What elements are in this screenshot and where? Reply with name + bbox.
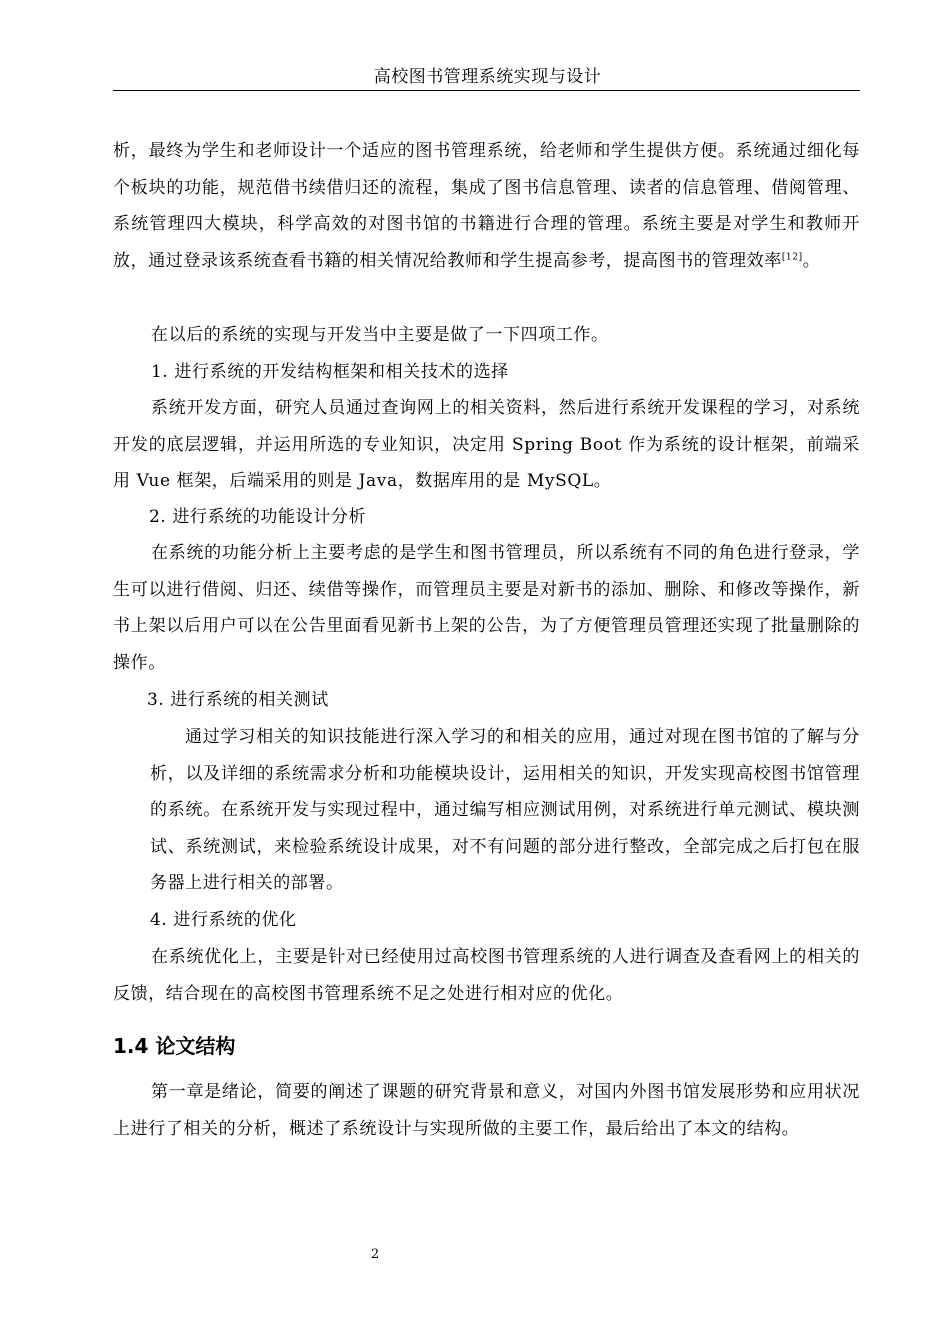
paragraph-text: 析，最终为学生和老师设计一个适应的图书管理系统，给老师和学生提供方便。系统通过细化每个板块的功能，规范借书续借归还的流程，集成了图书信息管理、读者的信息管理、借阅管理、系统管理四大模块，科学高效的对图书馆的书籍进行合理的管理。系统主要是对学生和教师开放，通过登录该系统查看书籍的相关情况给教师和学生提高参考，提高图书的管理效率	[113, 141, 860, 271]
task-item-3-body: 通过学习相关的知识技能进行深入学习的和相关的应用，通过对现在图书馆的了解与分析，以及详细的系统需求分析和功能模块设计，运用相关的知识，开发实现高校图书馆管理的系统。在系统开发与实现过程中，通过编写相应测试用例，对系统进行单元测试、模块测试、系统测试，来检验系统设计成果，对不有问题的部分进行整改，全部完成之后打包在服务器上进行相关的部署。	[150, 727, 860, 893]
running-header-title: 高校图书管理系统实现与设计	[373, 67, 602, 87]
task-item-4-title: 4. 进行系统的优化	[150, 910, 297, 930]
paragraph-end-punctuation: 。	[802, 250, 821, 271]
task-item-2-body: 在系统的功能分析上主要考虑的是学生和图书管理员，所以系统有不同的角色进行登录，学生可以进行借阅、归还、续借等操作，而管理员主要是对新书的添加、删除、和修改等操作，新书上架以后用户可以在公告里面看见新书上架的公告，为了方便管理员管理还实现了批量删除的操作。	[113, 543, 860, 673]
task-item-3-title: 3. 进行系统的相关测试	[147, 690, 329, 710]
paragraph-continued	[113, 133, 860, 279]
section-paragraph: 第一章是绪论，简要的阐述了课题的研究背景和意义，对国内外图书馆发展形势和应用状况上进行了相关的分析，概述了系统设计与实现所做的主要工作，最后给出了本文的结构。	[113, 1082, 860, 1139]
section-heading: 1.4 论文结构	[113, 1034, 236, 1058]
task-item-1-title: 1. 进行系统的开发结构框架和相关技术的选择	[151, 362, 509, 382]
citation-marker: [12]	[781, 251, 803, 262]
task-item-2-title: 2. 进行系统的功能设计分析	[149, 507, 367, 527]
task-item-4-body: 在系统优化上，主要是针对已经使用过高校图书管理系统的人进行调查及查看网上的相关的反馈，结合现在的高校图书管理系统不足之处进行相对应的优化。	[113, 947, 860, 1004]
paragraph-intro-four-tasks: 在以后的系统的实现与开发当中主要是做了一下四项工作。	[151, 325, 609, 345]
task-item-1-body: 系统开发方面，研究人员通过查询网上的相关资料，然后进行系统开发课程的学习，对系统开发的底层逻辑，并运用所选的专业知识，决定用 Spring Boot 作为系统的设计框架，前端采用 Vue 框架，后端采用的则是 Java，数据库用的是 MySQL。	[113, 398, 860, 491]
page-number: 2	[370, 1247, 380, 1262]
header-rule	[113, 90, 860, 91]
